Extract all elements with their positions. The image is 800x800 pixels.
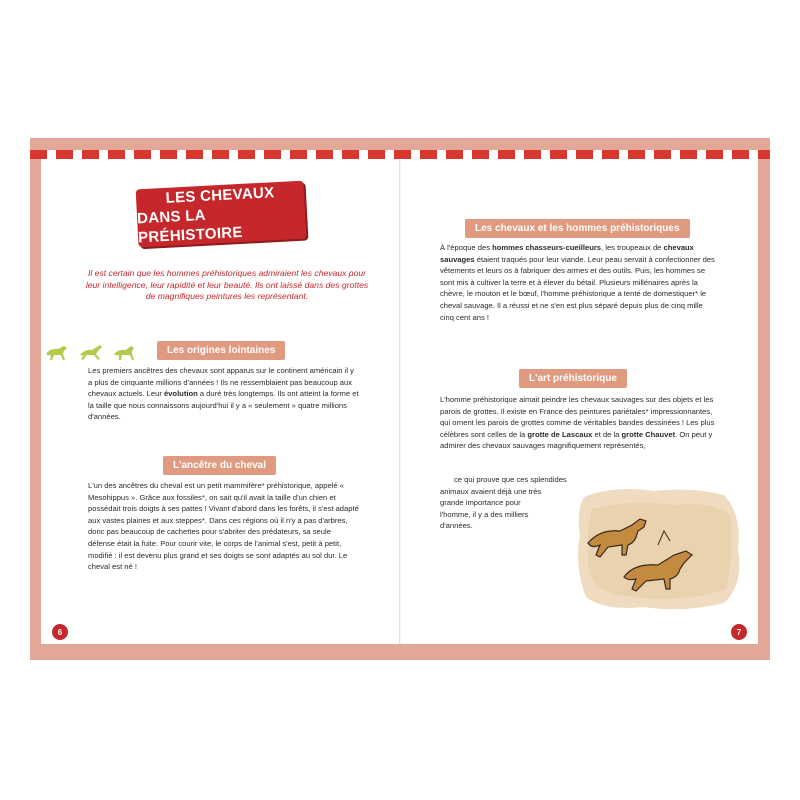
chapter-title — [136, 181, 307, 248]
text-line: l'homme, il y a des milliers — [440, 509, 529, 519]
section-heading-origines: Les origines lointaines — [157, 341, 285, 360]
text-span: , les troupeaux de — [601, 243, 664, 252]
section-text-art — [440, 394, 715, 452]
text-span: À l'époque des — [440, 243, 493, 252]
bold-term: grotte Chauvet — [621, 429, 676, 439]
horse-silhouettes-icon — [44, 340, 144, 364]
section-text-ancetre: L'un des ancêtres du cheval est un petit mammifère* préhistorique, appelé « Mesohippus ». Grâce aux fossiles*, on sait qu'il avait la taille d'un chien et possédait trois doigts à ses pattes ! Vivant d'abord dans les forêts, il s'est adapté aux vastes plaines et aux steppes*. Dans ces régions où il n'y a pas d'arbres, donc pas beaucoup de cachettes pour s'abriter des prédateurs, sa seule défense était la fuite. Pour courir vite, le corps de l'animal s'est, petit à petit, modifié : il est devenu plus grand et ses doigts se sont adaptés au sol dur. Le cheval est né ! — [88, 481, 359, 572]
text-span: a duré très longtemps. Ils ont atteint la forme et la taille que nous connaissons aujourd'hui il y a « seulement » quatre millions d'années. — [88, 389, 359, 422]
bold-term: chevaux sauvages — [440, 243, 694, 264]
chapter-title-line2: DANS LA PRÉHISTOIRE — [136, 206, 244, 246]
text-line: animaux avaient déjà une très — [440, 486, 542, 496]
text-line: grande importance pour — [440, 498, 521, 508]
striped-top-border — [30, 150, 770, 159]
cave-painting-image — [574, 485, 744, 613]
chapter-title-line1: LES CHEVAUX — [165, 183, 275, 207]
section-text-origines — [88, 365, 360, 423]
section-text-hommes — [440, 242, 715, 323]
bold-term: grotte de Lascaux — [527, 429, 593, 439]
text-span: . On peut y admirer des chevaux sauvages magnifiquement représentés, — [440, 429, 713, 451]
section-heading-hommes: Les chevaux et les hommes préhistoriques — [465, 219, 690, 238]
text-span: Les premiers ancêtres des chevaux sont apparus sur le continent américain il y a plus de cinquante millions d'années ! Ils ne ressemblaient pas beaucoup aux chevaux actuels. Leur — [88, 366, 354, 399]
text-span: étaient traqués pour leur viande. Leur peau servait à confectionner des vêtements et leurs os à fabriquer des armes et des outils. Puis, les hommes se sont mis à cultiver la terre et à élever du bétail. Plusieurs millénaires après la chèvre, le mouton et le bœuf, l'homme préhistorique a tenté de domestiquer* le cheval sauvage. Il a réussi et ne s'en est plus séparé depuis plus de cinq mille cinq cent ans ! — [440, 254, 715, 322]
bold-term: évolution — [163, 389, 198, 399]
book-gutter — [399, 159, 401, 644]
section-heading-ancetre: L'ancêtre du cheval — [163, 456, 276, 475]
intro-text: Il est certain que les hommes préhistoriques admiraient les chevaux pour leur intelligence, leur rapidité et leur beauté. Ils ont laissé dans des grottes de magnifiques peintures les représentant. — [85, 268, 369, 301]
page-number-right: 7 — [731, 624, 747, 640]
text-span: L'homme préhistorique aimait peindre les chevaux sauvages sur des objets et les parois de grottes. Il existe en France des peintures pariétales* impressionnantes, qui ornent les parois de grottes comme de véritables bandes dessinées ! Les plus célèbres sont celles de la — [440, 395, 715, 439]
text-span: et de la — [592, 429, 622, 439]
bold-term: hommes chasseurs-cueilleurs — [492, 243, 602, 252]
text-line: ce qui prouve que ces splendides — [454, 475, 567, 484]
page-number-left: 6 — [52, 624, 68, 640]
section-heading-art: L'art préhistorique — [519, 369, 627, 388]
text-line: d'années. — [440, 521, 473, 531]
